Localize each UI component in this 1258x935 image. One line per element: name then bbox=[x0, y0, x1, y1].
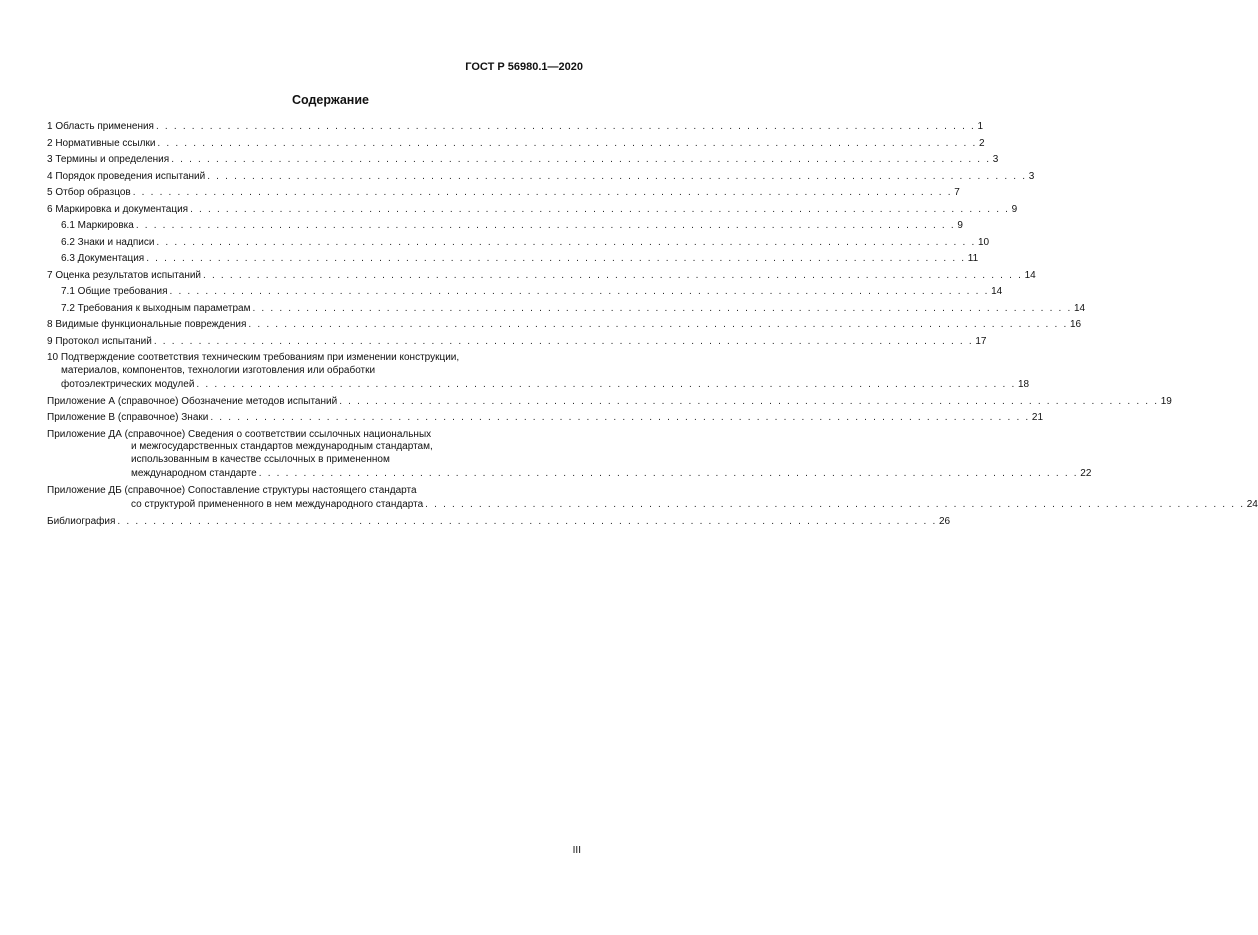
toc-entry-text: 7.1 Общие требования bbox=[61, 286, 168, 297]
toc-page-number: 21 bbox=[1031, 412, 1044, 423]
toc-entry-text-continuation: материалов, компонентов, технологии изготовления или обработки bbox=[61, 364, 376, 376]
toc-leader: . . . . . . . . . . . . . . . . . . . . . . . . . . . . . . . . . . . . . . . . . . . . . . . . . . . . . . . . . . . . . . . . . . . . . . . . . . . . . . . . . . . . . . . . . . . . bbox=[252, 302, 1072, 314]
toc-entry-text: 6.1 Маркировка bbox=[61, 220, 134, 231]
toc-entry-6-1[interactable] bbox=[47, 218, 963, 235]
toc-leader: . . . . . . . . . . . . . . . . . . . . . . . . . . . . . . . . . . . . . . . . . . . . . . . . . . . . . . . . . . . . . . . . . . . . . . . . . . . . . . . . . . . . . . . . . . . . bbox=[153, 335, 974, 347]
toc-leader: . . . . . . . . . . . . . . . . . . . . . . . . . . . . . . . . . . . . . . . . . . . . . . . . . . . . . . . . . . . . . . . . . . . . . . . . . . . . . . . . . . . . . . . . . . . . bbox=[339, 395, 1159, 407]
toc-page-number: 1 bbox=[977, 121, 984, 132]
toc-entry-text: 6.2 Знаки и надписи bbox=[61, 236, 155, 248]
toc-entry-text-continuation: международном стандарте bbox=[131, 468, 257, 479]
toc-page-number: 22 bbox=[1080, 468, 1092, 479]
toc-entry-text: 7.2 Требования к выходным параметрам bbox=[61, 302, 251, 314]
toc-entry-4[interactable] bbox=[47, 169, 1035, 186]
toc-leader: . . . . . . . . . . . . . . . . . . . . . . . . . . . . . . . . . . . . . . . . . . . . . . . . . . . . . . . . . . . . . . . . . . . . . . . . . . . . . . . . . . . . . . . . . . . . bbox=[132, 187, 953, 198]
toc-entry-appendix-da[interactable] bbox=[47, 427, 1092, 483]
toc-entry-7[interactable] bbox=[47, 268, 1036, 285]
toc-leader: . . . . . . . . . . . . . . . . . . . . . . . . . . . . . . . . . . . . . . . . . . . . . . . . . . . . . . . . . . . . . . . . . . . . . . . . . . . . . . . . . . . . . . . . . . . . bbox=[196, 379, 1016, 390]
toc-page-number: 11 bbox=[967, 253, 979, 264]
toc-page-number: 9 bbox=[1011, 203, 1018, 215]
toc-entry-bibliography[interactable] bbox=[47, 514, 951, 531]
toc-entry-2[interactable] bbox=[47, 136, 985, 153]
toc-page-number: 26 bbox=[938, 515, 951, 527]
toc-entry-text-continuation: фотоэлектрических модулей bbox=[61, 379, 195, 390]
toc-entry-text: 8 Видимые функциональные повреждения bbox=[47, 319, 247, 330]
toc-page-number: 14 bbox=[991, 286, 1003, 297]
toc-page-number: 24 bbox=[1246, 499, 1258, 510]
toc-entry-8[interactable] bbox=[47, 317, 1082, 334]
toc-page-number: 2 bbox=[978, 137, 985, 149]
toc-page-number: 14 bbox=[1024, 269, 1036, 281]
toc-entry-6-3[interactable] bbox=[47, 251, 979, 268]
toc-page-number: 3 bbox=[1028, 170, 1035, 182]
toc-entry-text: Приложение В (справочное) Знаки bbox=[47, 412, 209, 423]
page-number: III bbox=[572, 845, 581, 856]
toc-entry-text: 4 Порядок проведения испытаний bbox=[47, 170, 206, 182]
toc-leader: . . . . . . . . . . . . . . . . . . . . . . . . . . . . . . . . . . . . . . . . . . . . . . . . . . . . . . . . . . . . . . . . . . . . . . . . . . . . . . . . . . . . . . . . . . . . bbox=[190, 203, 1010, 215]
toc-page-number: 10 bbox=[977, 236, 990, 248]
toc-entry-1[interactable] bbox=[47, 119, 984, 136]
toc-entry-9[interactable] bbox=[47, 334, 987, 351]
toc-entry-appendix-db[interactable] bbox=[47, 483, 1258, 514]
toc-entry-text: Приложение А (справочное) Обозначение методов испытаний bbox=[47, 395, 338, 407]
table-of-contents bbox=[47, 119, 1258, 530]
toc-page-number: 7 bbox=[954, 187, 960, 198]
toc-entry-text: 6 Маркировка и документация bbox=[47, 203, 189, 215]
toc-leader: . . . . . . . . . . . . . . . . . . . . . . . . . . . . . . . . . . . . . . . . . . . . . . . . . . . . . . . . . . . . . . . . . . . . . . . . . . . . . . . . . . . . . . . . . . . . bbox=[169, 286, 990, 297]
toc-entry-text: Библиография bbox=[47, 515, 116, 527]
toc-entry-appendix-a[interactable] bbox=[47, 394, 1172, 411]
toc-entry-10[interactable] bbox=[47, 350, 1030, 394]
toc-page-number: 17 bbox=[975, 335, 987, 347]
toc-entry-5[interactable] bbox=[47, 185, 960, 202]
toc-page-number: 18 bbox=[1017, 379, 1030, 390]
toc-leader: . . . . . . . . . . . . . . . . . . . . . . . . . . . . . . . . . . . . . . . . . . . . . . . . . . . . . . . . . . . . . . . . . . . . . . . . . . . . . . . . . . . . . . . . . . . . bbox=[425, 499, 1245, 510]
toc-entry-text-continuation: и межгосударственных стандартов международным стандартам, bbox=[131, 441, 433, 452]
toc-leader: . . . . . . . . . . . . . . . . . . . . . . . . . . . . . . . . . . . . . . . . . . . . . . . . . . . . . . . . . . . . . . . . . . . . . . . . . . . . . . . . . . . . . . . . . . . . bbox=[258, 468, 1079, 479]
toc-entry-text: 9 Протокол испытаний bbox=[47, 335, 152, 347]
toc-title: Содержание bbox=[291, 93, 369, 107]
toc-leader: . . . . . . . . . . . . . . . . . . . . . . . . . . . . . . . . . . . . . . . . . . . . . . . . . . . . . . . . . . . . . . . . . . . . . . . . . . . . . . . . . . . . . . . . . . . . bbox=[157, 137, 977, 149]
toc-entry-text: 2 Нормативные ссылки bbox=[47, 137, 156, 149]
toc-entry-text: 1 Область применения bbox=[47, 121, 154, 132]
toc-page-number: 14 bbox=[1074, 302, 1086, 314]
toc-entry-text-continuation: со структурой примененного в нем международного стандарта bbox=[131, 499, 424, 510]
toc-page-number: 16 bbox=[1069, 319, 1082, 330]
toc-entry-text: Приложение ДА (справочное) Сведения о соответствии ссылочных национальных bbox=[47, 428, 432, 440]
toc-entry-6[interactable] bbox=[47, 202, 1018, 219]
toc-entry-text: 7 Оценка результатов испытаний bbox=[47, 269, 202, 281]
toc-leader: . . . . . . . . . . . . . . . . . . . . . . . . . . . . . . . . . . . . . . . . . . . . . . . . . . . . . . . . . . . . . . . . . . . . . . . . . . . . . . . . . . . . . . . . . . . . bbox=[203, 269, 1023, 281]
toc-page-number: 19 bbox=[1160, 395, 1172, 407]
toc-entry-7-1[interactable] bbox=[47, 284, 1003, 301]
toc-entry-text-continuation: использованным в качестве ссылочных в примененном bbox=[131, 453, 390, 465]
toc-entry-appendix-b[interactable] bbox=[47, 410, 1044, 427]
toc-leader: . . . . . . . . . . . . . . . . . . . . . . . . . . . . . . . . . . . . . . . . . . . . . . . . . . . . . . . . . . . . . . . . . . . . . . . . . . . . . . . . . . . . . . . . . . . . bbox=[210, 412, 1030, 423]
toc-leader: . . . . . . . . . . . . . . . . . . . . . . . . . . . . . . . . . . . . . . . . . . . . . . . . . . . . . . . . . . . . . . . . . . . . . . . . . . . . . . . . . . . . . . . . . . . . bbox=[117, 515, 937, 527]
toc-leader: . . . . . . . . . . . . . . . . . . . . . . . . . . . . . . . . . . . . . . . . . . . . . . . . . . . . . . . . . . . . . . . . . . . . . . . . . . . . . . . . . . . . . . . . . . . . bbox=[135, 220, 956, 231]
toc-entry-6-2[interactable] bbox=[47, 235, 990, 252]
toc-entry-text: 10 Подтверждение соответствия техническим требованиям при изменении конструкции, bbox=[47, 352, 460, 363]
toc-entry-text: 5 Отбор образцов bbox=[47, 187, 131, 198]
toc-page-number: 3 bbox=[992, 154, 999, 165]
toc-page-number: 9 bbox=[957, 220, 963, 231]
toc-entry-text: 3 Термины и определения bbox=[47, 154, 170, 165]
toc-entry-text: Приложение ДБ (справочное) Сопоставление структуры настоящего стандарта bbox=[47, 484, 417, 496]
toc-leader: . . . . . . . . . . . . . . . . . . . . . . . . . . . . . . . . . . . . . . . . . . . . . . . . . . . . . . . . . . . . . . . . . . . . . . . . . . . . . . . . . . . . . . . . . . . . bbox=[146, 253, 966, 264]
document-standard-code: ГОСТ Р 56980.1—2020 bbox=[465, 61, 583, 73]
toc-leader: . . . . . . . . . . . . . . . . . . . . . . . . . . . . . . . . . . . . . . . . . . . . . . . . . . . . . . . . . . . . . . . . . . . . . . . . . . . . . . . . . . . . . . . . . . . . bbox=[207, 170, 1027, 182]
toc-leader: . . . . . . . . . . . . . . . . . . . . . . . . . . . . . . . . . . . . . . . . . . . . . . . . . . . . . . . . . . . . . . . . . . . . . . . . . . . . . . . . . . . . . . . . . . . . bbox=[248, 319, 1068, 330]
toc-entry-text: 6.3 Документация bbox=[61, 253, 145, 264]
toc-leader: . . . . . . . . . . . . . . . . . . . . . . . . . . . . . . . . . . . . . . . . . . . . . . . . . . . . . . . . . . . . . . . . . . . . . . . . . . . . . . . . . . . . . . . . . . . . bbox=[155, 121, 976, 132]
toc-entry-7-2[interactable] bbox=[47, 301, 1086, 318]
toc-entry-3[interactable] bbox=[47, 152, 999, 169]
toc-leader: . . . . . . . . . . . . . . . . . . . . . . . . . . . . . . . . . . . . . . . . . . . . . . . . . . . . . . . . . . . . . . . . . . . . . . . . . . . . . . . . . . . . . . . . . . . . bbox=[171, 154, 991, 165]
toc-leader: . . . . . . . . . . . . . . . . . . . . . . . . . . . . . . . . . . . . . . . . . . . . . . . . . . . . . . . . . . . . . . . . . . . . . . . . . . . . . . . . . . . . . . . . . . . . bbox=[156, 236, 976, 248]
